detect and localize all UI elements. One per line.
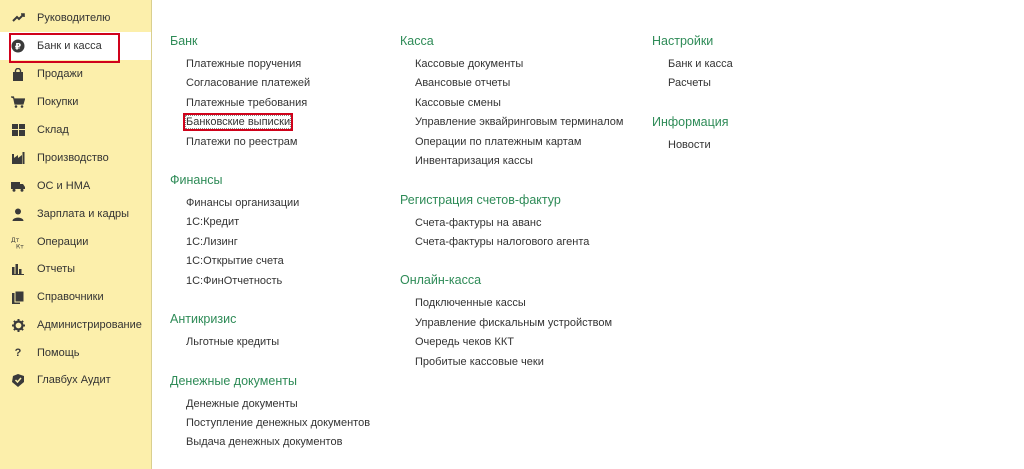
section-title-money-docs[interactable]: Денежные документы	[170, 374, 297, 388]
link-money-documents[interactable]: Денежные документы	[186, 398, 298, 410]
link-advance-reports[interactable]: Авансовые отчеты	[415, 77, 511, 89]
sidebar-item-references[interactable]	[0, 283, 151, 311]
link-registry-payments[interactable]: Платежи по реестрам	[186, 136, 298, 148]
sidebar-item-label: Операции	[37, 236, 89, 248]
sidebar-item-label: Банк и касса	[37, 40, 102, 52]
link-fiscal-device[interactable]: Управление фискальным устройством	[415, 317, 613, 329]
sidebar-item-audit[interactable]	[0, 366, 151, 394]
link-kkt-queue[interactable]: Очередь чеков ККТ	[415, 336, 514, 348]
sidebar-item-warehouse[interactable]	[0, 116, 151, 144]
sidebar-item-label: Зарплата и кадры	[37, 208, 130, 220]
section-title-settings[interactable]: Настройки	[652, 34, 714, 48]
link-printed-receipts[interactable]: Пробитые кассовые чеки	[415, 356, 544, 368]
svg-text:Дт: Дт	[11, 236, 20, 244]
cart-icon	[11, 95, 25, 109]
sidebar-item-label: Отчеты	[37, 263, 76, 275]
section-title-bank[interactable]: Банк	[170, 34, 198, 48]
warehouse-grid-icon	[11, 123, 25, 137]
sidebar-item-label: ОС и НМА	[37, 180, 91, 192]
link-1c-finreporting[interactable]: 1С:ФинОтчетность	[186, 275, 283, 287]
link-money-docs-issue[interactable]: Выдача денежных документов	[186, 436, 343, 448]
link-1c-leasing[interactable]: 1С:Лизинг	[186, 236, 238, 248]
sidebar-item-label: Склад	[37, 124, 69, 136]
sidebar-item-label: Производство	[37, 152, 109, 164]
sidebar-item-label: Администрирование	[37, 319, 142, 331]
link-preferential-loans[interactable]: Льготные кредиты	[186, 336, 280, 348]
link-1c-open-account[interactable]: 1С:Открытие счета	[186, 255, 284, 267]
sidebar-item-fixed-assets[interactable]	[0, 172, 151, 200]
sidebar-item-label: Помощь	[37, 347, 80, 359]
link-org-finance[interactable]: Финансы организации	[186, 197, 300, 209]
link-advance-invoices[interactable]: Счета-фактуры на аванс	[415, 217, 542, 229]
svg-text:Кт: Кт	[16, 243, 24, 249]
svg-text:₽: ₽	[14, 42, 22, 53]
link-connected-registers[interactable]: Подключенные кассы	[415, 297, 526, 309]
sidebar-item-label: Покупки	[37, 96, 79, 108]
sidebar-item-label: Продажи	[37, 68, 83, 80]
dt-kt-icon	[11, 235, 25, 249]
shopping-bag-icon	[11, 67, 25, 81]
audit-icon	[11, 373, 25, 387]
trend-up-icon	[11, 11, 25, 25]
sidebar-item-production[interactable]	[0, 144, 151, 172]
sidebar-item-label: Справочники	[37, 291, 104, 303]
sidebar-item-salary[interactable]	[0, 200, 151, 228]
sidebar	[0, 0, 152, 469]
link-bank-statements[interactable]: Банковские выписки	[186, 116, 291, 128]
sidebar-item-label: Руководителю	[37, 12, 111, 24]
link-cash-documents[interactable]: Кассовые документы	[415, 58, 524, 70]
link-settings-settlements[interactable]: Расчеты	[668, 77, 711, 89]
truck-icon	[11, 179, 25, 193]
sidebar-item-administration[interactable]	[0, 311, 151, 339]
books-icon	[11, 290, 25, 304]
sidebar-item-operations[interactable]	[0, 228, 151, 256]
link-1c-credit[interactable]: 1С:Кредит	[186, 216, 240, 228]
link-money-docs-receipt[interactable]: Поступление денежных документов	[186, 417, 371, 429]
link-cash-shifts[interactable]: Кассовые смены	[415, 97, 501, 109]
sidebar-item-sales[interactable]	[0, 60, 151, 88]
link-card-operations[interactable]: Операции по платежным картам	[415, 136, 582, 148]
person-icon	[11, 207, 25, 221]
link-tax-agent-invoices[interactable]: Счета-фактуры налогового агента	[415, 236, 590, 248]
link-payment-approval[interactable]: Согласование платежей	[186, 77, 311, 89]
link-payment-requests[interactable]: Платежные требования	[186, 97, 308, 109]
section-title-info[interactable]: Информация	[652, 115, 729, 129]
bar-chart-icon	[11, 262, 25, 276]
section-title-anticrisis[interactable]: Антикризис	[170, 312, 237, 326]
question-icon: ?	[14, 347, 22, 359]
sidebar-item-label: Главбух Аудит	[37, 374, 111, 386]
section-title-finance[interactable]: Финансы	[170, 173, 223, 187]
section-title-cash[interactable]: Касса	[400, 34, 434, 48]
gear-icon	[11, 318, 25, 332]
link-payment-orders[interactable]: Платежные поручения	[186, 58, 302, 70]
factory-icon	[11, 151, 25, 165]
section-title-invoices[interactable]: Регистрация счетов-фактур	[400, 193, 561, 207]
sidebar-item-manager[interactable]	[0, 4, 151, 32]
link-news[interactable]: Новости	[668, 139, 711, 151]
highlight-frame-bank-cash	[9, 33, 120, 63]
link-cash-inventory[interactable]: Инвентаризация кассы	[415, 155, 533, 167]
section-title-online-cash[interactable]: Онлайн-касса	[400, 273, 482, 287]
link-settings-bank-cash[interactable]: Банк и касса	[668, 58, 733, 70]
link-acquiring-terminal[interactable]: Управление эквайринговым терминалом	[415, 116, 624, 128]
sidebar-item-purchases[interactable]	[0, 88, 151, 116]
sidebar-item-help[interactable]	[0, 339, 151, 367]
sidebar-item-reports[interactable]	[0, 255, 151, 283]
